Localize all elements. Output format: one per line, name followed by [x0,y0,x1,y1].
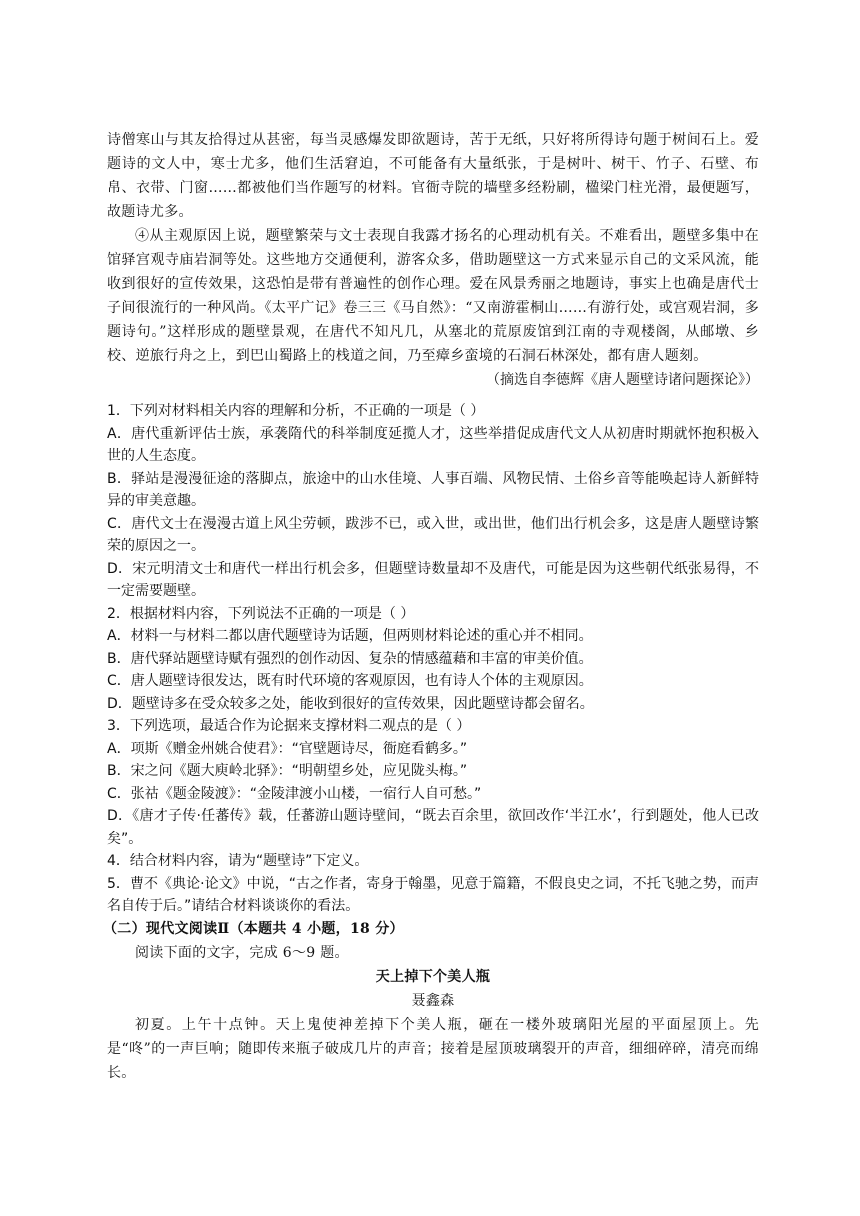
question-3-option-c: C．张祜《题金陵渡》：“金陵津渡小山楼，一宿行人自可愁。” [107,785,482,802]
material-paragraph-4: ④从主观原因上说，题壁繁荣与文士表现自我露才扬名的心理动机有关。不难看出，题壁多集中在馆驿宫观寺庙岩洞等处。这些地方交通便利，游客众多，借助题壁这一方式来显示自己的文采风流，能收到很好的宣传效果，这恐怕是带有普遍性的创作心理。爱在风景秀丽之地题诗，事实上也确是唐代士子间很流行的一种风尚。《太平广记》卷三三《马自然》：“又南游霍桐山……有游行处，或宫观岩洞，多题诗句。”这样形成的题壁景观，在唐代不知凡几，从塞北的荒原废馆到江南的寺观楼阁，从邮墩、乡校、逆旅行舟之上，到巴山蜀路上的栈道之间，乃至瘴乡蛮境的石洞石林深处，都有唐人题刻。 [107,228,759,364]
question-1-option-d: D．宋元明清文士和唐代一样出行机会多，但题壁诗数量却不及唐代，可能是因为这些朝代纸张易得，不一定需要题壁。 [107,560,759,599]
question-3-stem: 3．下列选项，最适合作为论据来支撑材料二观点的是（ ） [107,718,471,734]
question-2-option-d: D．题壁诗多在受众较多之处，能收到很好的宣传效果，因此题壁诗都会留名。 [107,695,594,712]
question-2-option-a: A．材料一与材料二都以唐代题壁诗为话题，但两则材料论述的重心并不相同。 [107,628,593,644]
question-1-option-a: A．唐代重新评估士族，承袭隋代的科举制度延揽人才，这些举措促成唐代文人从初唐时期就怀抱积极入世的人生态度。 [107,425,759,464]
story-title: 天上掉下个美人瓶 [375,969,491,985]
material-paragraph-continued: 诗僧寒山与其友拾得过从甚密，每当灵感爆发即欲题诗，苦于无纸，只好将所得诗句题于树间石上。爱题诗的文人中，寒士尤多，他们生活窘迫，不可能备有大量纸张，于是树叶、树干、竹子、石壁、布帛、衣带、门窗……都被他们当作题写的材料。官衙寺院的墙壁多经粉刷，楹梁门柱光滑，最便题写，故题诗尤多。 [107,132,759,220]
question-2-option-b: B．唐代驿站题壁诗赋有强烈的创作动因、复杂的情感蕴藉和丰富的审美价值。 [107,650,593,667]
story-author: 聂鑫森 [411,993,455,1009]
question-4: 4．结合材料内容，请为“题壁诗”下定义。 [107,853,369,869]
questions-block [107,400,759,918]
question-3-option-b: B．宋之问《题大庾岭北驿》：“明朝望乡处，应见陇头梅。” [107,763,468,779]
material-source: （摘选自李德辉《唐人题壁诗诸问题探论》） [486,372,759,388]
question-1-stem: 1．下列对材料相关内容的理解和分析，不正确的一项是（ ） [107,403,485,419]
story-paragraph-1: 初夏。上午十点钟。天上鬼使神差掉下个美人瓶，砸在一楼外玻璃阳光屋的平面屋顶上。先是“咚”的一声巨响；随即传来瓶子破成几片的声音；接着是屋顶玻璃裂开的声音，细细碎碎，清亮而绵长。 [107,1017,759,1081]
question-2-option-c: C．唐人题壁诗很发达，既有时代环境的客观原因，也有诗人个体的主观原因。 [107,673,593,689]
question-3-option-a: A．项斯《赠金州姚合使君》：“官壁题诗尽，衙庭看鹤多。” [107,740,468,757]
question-5: 5．曹不《典论·论文》中说，“古之作者，寄身于翰墨，见意于篇籍，不假良史之词，不托飞驰之势，而声名自传于后。”请结合材料谈谈你的看法。 [107,875,759,914]
question-2-stem: 2．根据材料内容，下列说法不正确的一项是（ ） [107,605,415,622]
question-3-option-d: D．《唐才子传·任蕃传》载，任蕃游山题诗壁间，“既去百余里，欲回改作‘半江水’，行到题处，他人已改矣”。 [107,808,759,847]
question-1-option-b: B．驿站是漫漫征途的落脚点，旅途中的山水佳境、人事百端、风物民情、土俗乡音等能唤起诗人新鲜特异的审美意趣。 [107,470,759,509]
section-2-instruction: 阅读下面的文字，完成 6～9 题。 [135,945,349,961]
question-1-option-c: C．唐代文士在漫漫古道上风尘劳顿，跋涉不已，或入世，或出世，他们出行机会多，这是唐人题壁诗繁荣的原因之一。 [107,515,759,554]
section-2-heading: （二）现代文阅读Ⅱ（本题共 4 小题，18 分） [103,921,404,937]
section-2 [103,917,759,1085]
material-text [107,128,759,392]
